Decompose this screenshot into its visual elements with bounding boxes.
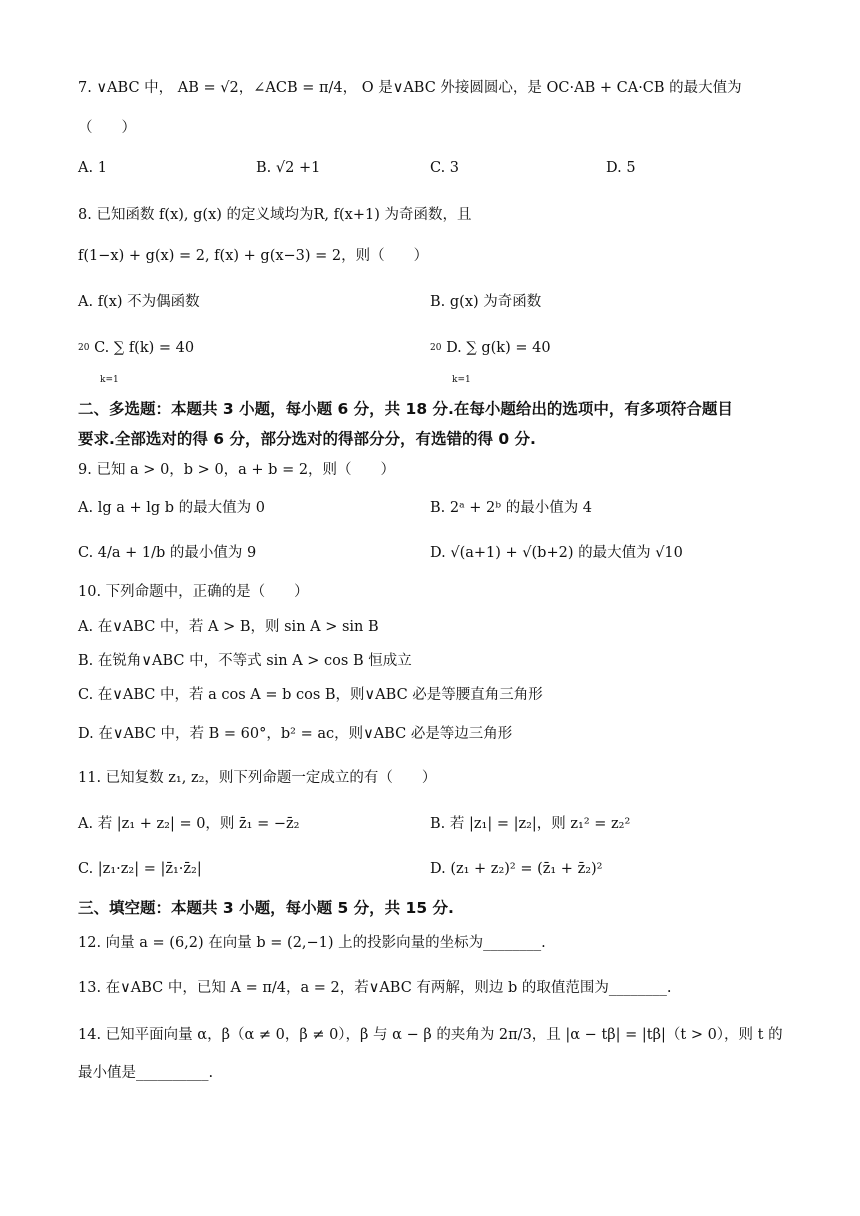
q9-option-b: B. 2ᵃ + 2ᵇ 的最小值为 4 bbox=[430, 500, 593, 516]
q8-c-sum-bottom: k=1 bbox=[100, 375, 119, 385]
q8-option-d bbox=[430, 338, 551, 385]
q7-stem bbox=[78, 78, 742, 98]
q9-option-c: C. 4/a + 1/b 的最小值为 9 bbox=[78, 545, 257, 561]
q8-option-c bbox=[78, 338, 195, 385]
q7-stem-text: 7. ∨ABC 中， bbox=[78, 80, 174, 96]
q12-text: 12. 向量 a = (6,2) 在向量 b = (2,−1) 上的投影向量的坐标为________. bbox=[78, 935, 546, 951]
q7-option-a: A. 1 bbox=[78, 160, 107, 176]
q10-option-b: B. 在锐角∨ABC 中，不等式 sin A > cos B 恒成立 bbox=[78, 653, 412, 669]
q7-paren: （ ） bbox=[78, 120, 136, 136]
q10-stem: 10. 下列命题中，正确的是（ ） bbox=[78, 584, 309, 600]
q11-option-b: B. 若 |z₁| = |z₂|，则 z₁² = z₂² bbox=[430, 816, 631, 832]
q8-c-sum-top: 20 bbox=[78, 343, 90, 353]
q7-option-d: D. 5 bbox=[606, 160, 636, 176]
q11-option-a: A. 若 |z₁ + z₂| = 0，则 z̄₁ = −z̄₂ bbox=[78, 816, 300, 832]
q14-line1: 14. 已知平面向量 α，β（α ≠ 0，β ≠ 0），β 与 α − β 的夹角为 2π/3，且 |α − tβ| = |tβ|（t > 0），则 t 的 bbox=[78, 1027, 783, 1043]
q9-option-d: D. √(a+1) + √(b+2) 的最大值为 √10 bbox=[430, 545, 683, 561]
q13-text: 13. 在∨ABC 中，已知 A = π/4，a = 2，若∨ABC 有两解，则边 b 的取值范围为________. bbox=[78, 980, 672, 996]
q7-option-b: B. √2 +1 bbox=[256, 160, 321, 176]
q14-line2: 最小值是__________. bbox=[78, 1065, 214, 1081]
q8-option-a: A. f(x) 不为偶函数 bbox=[78, 294, 200, 310]
q7-circumcenter: O 是∨ABC 外接圆圆心，是 bbox=[361, 80, 542, 96]
q11-option-d: D. (z₁ + z₂)² = (z̄₁ + z̄₂)² bbox=[430, 861, 603, 877]
q8-d-sum-limits bbox=[430, 343, 441, 353]
q10-option-d: D. 在∨ABC 中，若 B = 60°，b² = ac，则∨ABC 必是等边三角形 bbox=[78, 726, 513, 742]
q7-condition: AB = √2，∠ACB = π/4， bbox=[177, 80, 358, 96]
q11-option-c: C. |z₁·z₂| = |z̄₁·z̄₂| bbox=[78, 861, 202, 877]
q8-condition: f(1−x) + g(x) = 2, f(x) + g(x−3) = 2，则（ ） bbox=[78, 248, 429, 264]
q9-stem: 9. 已知 a > 0，b > 0，a + b = 2，则（ ） bbox=[78, 462, 396, 478]
q11-stem: 11. 已知复数 z₁, z₂，则下列命题一定成立的有（ ） bbox=[78, 770, 437, 786]
q8-d-text: D. ∑ g(k) = 40 bbox=[446, 340, 551, 356]
q8-stem: 8. 已知函数 f(x), g(x) 的定义域均为R, f(x+1) 为奇函数，且 bbox=[78, 207, 472, 223]
q9-option-a: A. lg a + lg b 的最大值为 0 bbox=[78, 500, 265, 516]
q8-c-sum-limits bbox=[78, 343, 89, 353]
section2-line2: 要求.全部选对的得 6 分，部分选对的得部分分，有选错的得 0 分. bbox=[78, 430, 536, 448]
section3-line1: 三、填空题：本题共 3 小题，每小题 5 分，共 15 分. bbox=[78, 899, 454, 917]
q8-c-text: C. ∑ f(k) = 40 bbox=[94, 340, 195, 356]
section2-line1: 二、多选题：本题共 3 小题，每小题 6 分，共 18 分.在每小题给出的选项中，有多项符合题目 bbox=[78, 400, 733, 418]
q8-option-b: B. g(x) 为奇函数 bbox=[430, 294, 542, 310]
q8-d-sum-top: 20 bbox=[430, 343, 442, 353]
q7-expression: OC·AB + CA·CB 的最大值为 bbox=[546, 80, 742, 96]
q10-option-a: A. 在∨ABC 中，若 A > B，则 sin A > sin B bbox=[78, 619, 379, 635]
q8-d-sum-bottom: k=1 bbox=[452, 375, 471, 385]
q7-option-c: C. 3 bbox=[430, 160, 460, 176]
q10-option-c: C. 在∨ABC 中，若 a cos A = b cos B，则∨ABC 必是等腰直角三角形 bbox=[78, 687, 543, 703]
